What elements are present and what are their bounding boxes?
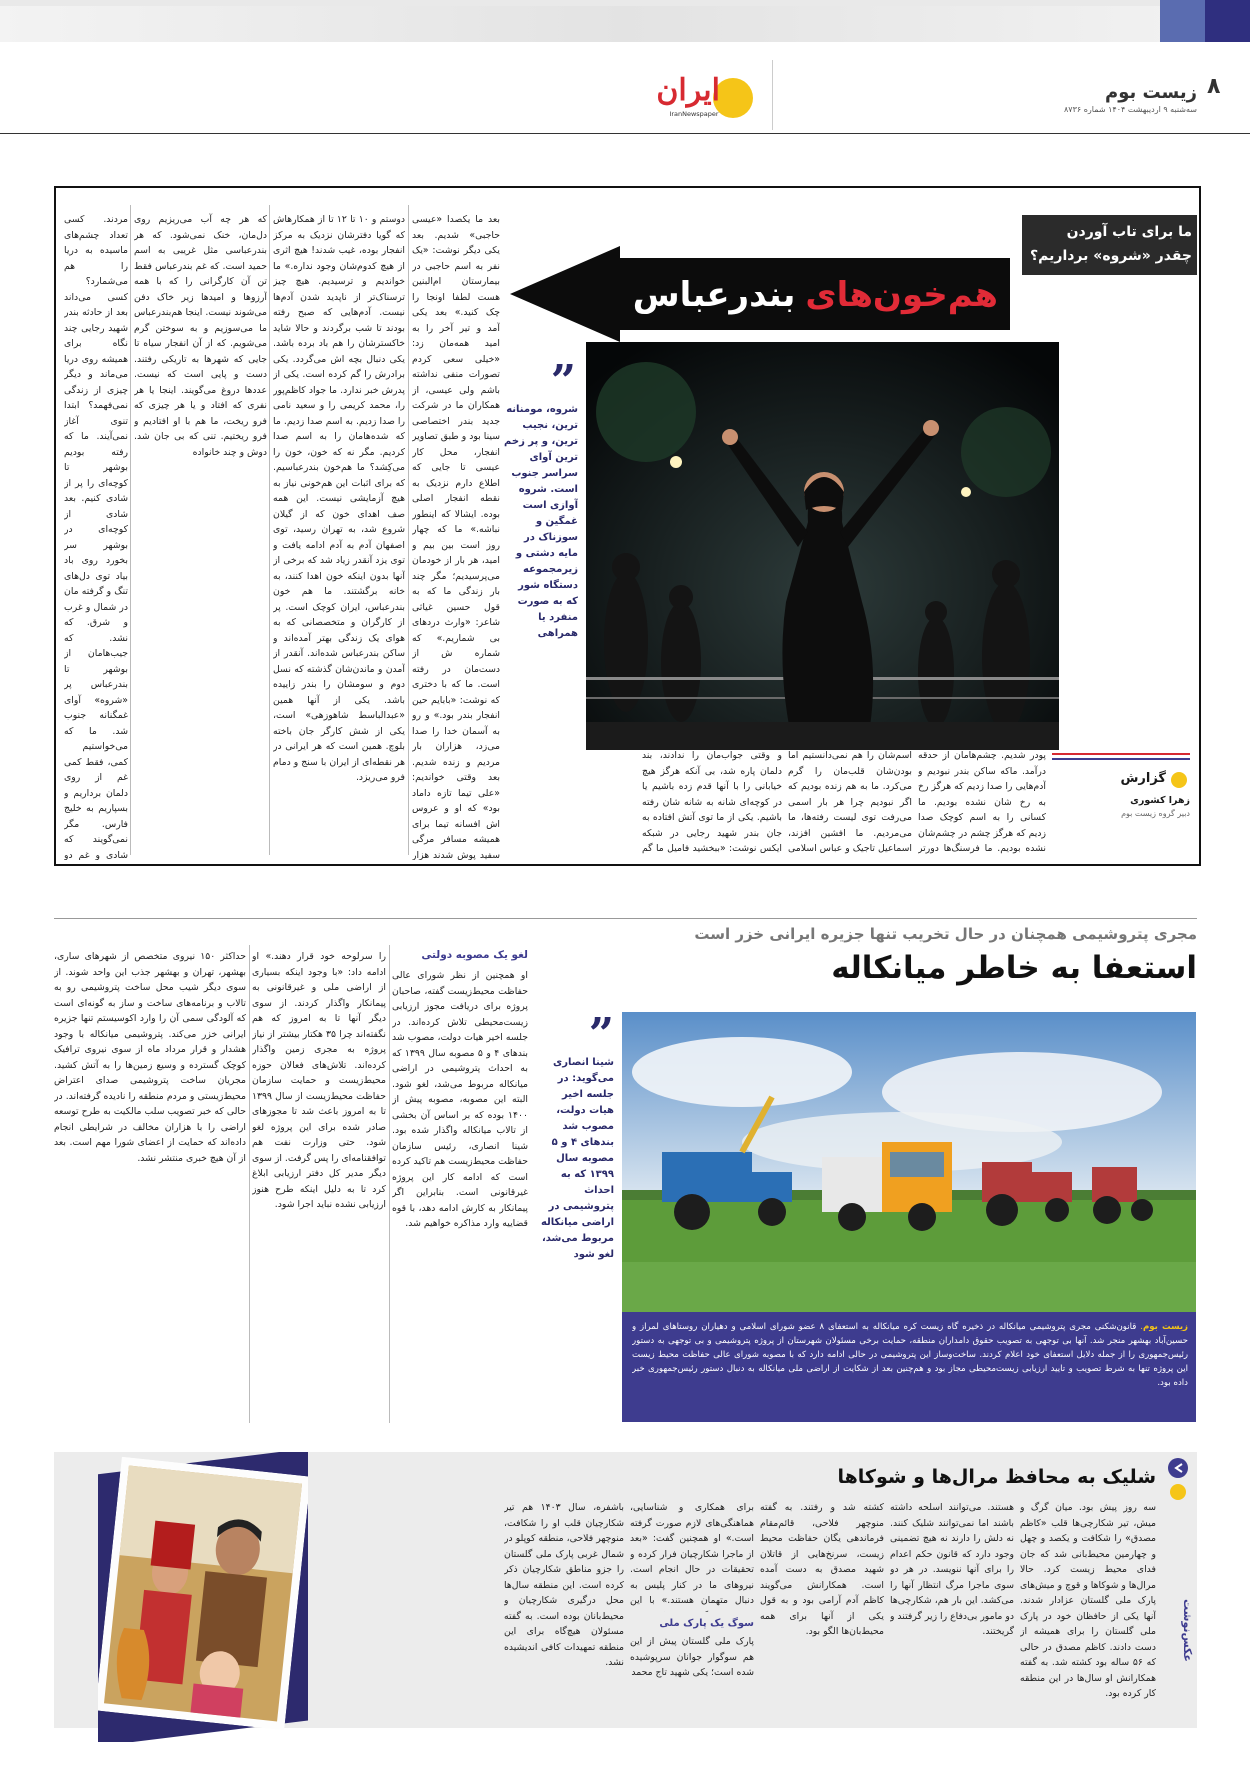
headline-red: هم‌خون‌های: [805, 275, 998, 315]
side-label: عکس‌نوشت: [1181, 1599, 1194, 1662]
feature-col-bottom-1: پودر شدیم. چشم‌هامان از حدقه درآمد. ماکه ساکن بندر نبودیم و آدم‌هایی را صدا زدیم که هرگز رخ به رخ شان نشده بودیم. ما کسانی را به اسم کوچک صدا زدیم که هرگز چشم در چشم‌شان نشده بودیم. ما فرسنگ‌ها دورتر: [918, 750, 1046, 854]
arrow-circle-icon: [1160, 1452, 1197, 1512]
feature-pull-quote: شروه، مومنانه ترین، نجیب ترین، و پر زخم ترین آوای سراسر جنوب است. شروه آوازی است غمگین و سوزناک در مایه دشتی و زیرمجموعه دستگاه شور که به صورت منفرد یا همراهی: [504, 404, 578, 639]
issue-line: سه‌شنبه ۹ اردیبهشت ۱۴۰۴ شماره ۸۷۳۶: [1064, 105, 1197, 114]
article3-subhead: سوگ یک پارک ملی: [659, 1618, 754, 1629]
quote-icon: ”: [550, 356, 576, 407]
author-role: دبیر گروه زیست بوم: [1121, 809, 1190, 818]
report-dot-icon: [1170, 771, 1188, 789]
tractors-photo: [622, 1012, 1196, 1312]
article2-col-1: حداکثر ۱۵۰ نیروی متخصص از شهرهای ساری، بهشهر، تهران و بهشهر جذب این واحد شوند. از سوی دیگر شیب محل ساخت پتروشیمی رو به تالاب و برنامه‌های ساخت و ساز به گونه‌ای است که آلودگی سمی آن را وارد اکوسیستم تنها جزیره ایرانی خزر می‌کند. پتروشیمی میانکاله با وجود هشدار و قرار مرداد ماه از سوی نیروی ترافیک کوچک گسترده و وسیع زمین‌ها را به آتش کشید. مجریان ساخت پتروشیمی صدای اعتراض محیط‌زیستی و مردم منطقه را نادیده گرفته‌اند. در حالی که خبر تصویب سلب مالکیت به طرح توسعه اراضی را با هزاران مخالف در شرایطی انجام داده‌اند که حمایت از اعضای شورا مهم است. بعد از آن هیچ خبری منتشر نشد.: [54, 951, 246, 1164]
article2-pull-quote: شینا انصاری می‌گوید: در جلسه اخیر هیات دولت، مصوب شد بندهای ۴ و ۵ مصوبه سال ۱۳۹۹ که به احداث پتروشیمی در اراضی میانکاله مربوط می‌شد، لغو شود: [540, 1057, 614, 1260]
report-rule-blue: [1052, 758, 1190, 760]
mourner-photo: [586, 342, 1059, 750]
subhead-gov: لغو یک مصوبه دولتی: [421, 949, 528, 961]
article3-col-5: پارک ملی گلستان پیش از این هم سوگوار جوانان سرپوشیده شده است؛ یکی شهید تاج محمد: [630, 1636, 754, 1678]
caption-lead: زیست بوم: [1142, 1322, 1188, 1332]
portrait-photo-area: [98, 1452, 308, 1742]
caption-text: قانون‌شکنی مجری پتروشیمی میانکاله در ذخیره گاه زیست کره میانکاله به استعفای ۸ عضو شورای اسلامی و دهیاران روستاهای لمراز و حسین‌آباد بهشهر منجر شد. آنها بی توجهی به تصویب حقوق دامداران منطقه، حمایت برخی مسئولان شهرستان از پروژه پتروشیمی و بی توجهی به دستور رئیس‌جمهوری را از جمله دلایل استعفای خود اعلام کردند. ساخت‌وساز این پتروشیمی در حالی ادامه دارد که با مصوبه شورای عالی حفاظت محیط زیست این پروژه تنها به شرط تصویب و تایید ارزیابی زیست‌محیطی مجاز بود و هم‌چنین بعد از شکایت از اراضی ملی میانکاله به دنبال دستور رئیس‌جمهوری خبر داده بود.: [632, 1322, 1188, 1388]
feature-col-c: که هر چه آب می‌ریزیم روی دل‌مان، خنک نمی‌شود. که هر بندرعباسی مثل غریبی به اسم حمید است. که غم بندرعباس فقط تن آن کارگرانی را که با همه آرزوها و امیدها زیر خاک دفن می‌شوند نیست. اینجا هم‌بندرعباس ما می‌سوزیم و به سوختن گرم می‌شویم. که از آن انفجار سیاه تا جایی که شهرها به تاریکی رفتند. دست و پایی است که نیست. عددها دروغ می‌گویند. اینجا یا هر نفری که افتاد و یا هر چیزی که فرو ریخت، ما هم با او افتادیم و فرو ریختیم. تنی که بی جان شد. دوش و چند خانواده: [134, 214, 267, 458]
ranger-family-photo: [98, 1457, 308, 1730]
header-divider: [772, 60, 773, 130]
article2-kicker: مجری پتروشیمی همچنان در حال تخریب تنها جزیره ایرانی خزر است: [694, 925, 1197, 943]
article3-col-2: هستند. می‌توانند اسلحه داشته باشند اما نمی‌توانند شلیک کنند. نه دلش را دارند نه هیچ تضمینی وجود دارد که قانون حکم اعدام را برای آنها ننویسد. در هر دو سوی ماجرا مرگ انتظار آنها را می‌کشد. این بار هم، شکارچی‌ها دو مامور بی‌دفاع را زیر گرفتند و گریختند.: [890, 1502, 1014, 1637]
report-rule: [1052, 753, 1190, 755]
article3-col-6: باشفره، سال ۱۴۰۳ هم تیر شکارچیان قلب او را شکافت، منوچهر فلاحی، منطقه کوپلو در شمال غربی پارک ملی گلستان را جزو مناطق شکارچیان ذکر کرده است. این منطقه سال‌ها محل درگیری شکارچیان و محیط‌بانان بوده است. به گفته مسئولان هیچ‌گاه برای این منطقه تمهیدات کافی اندیشیده نشد.: [504, 1502, 624, 1668]
feature-col-b: دوستم و ۱۰ تا ۱۲ تا از همکارهاش که گویا دفترشان نزدیک به مرکز انفجار بوده، غیب شدند! هیچ اثری از هیچ کدوم‌شان وجود نداره.» ما خواندیم و ترسیدیم. هیچ چیز ترسناک‌تر از ناپدید شدن آدم‌ها نیست. آدم‌هایی که صبح رفته بودند تا شب برگردند و حالا شاید خاکسترشان را هم باد برده باشد. یکی دنبال بچه اش می‌گردد. یکی برادرش را گم کرده است. یکی از پدرش خبر ندارد. ما جواد کاظم‌پور را، محمد کریمی را و سعید نامی را صدا زدیم. به اسم صدا زدیم. ما که شده‌هامان را به اسم صدا کردیم. مگر نه که خون، خون را می‌کِشد؟ ما هم‌خون بندرعباسیم. که برای اثبات این هم‌خونی نیاز به هیچ آزمایشی نیست. این همه صف اهدای خون که از گیلان شروع شد، به تهران رسید، توی اصفهان آدم به آدم ادامه یافت و توی یزد آنقدر زیاد شد که برخی از آنها بدون اینکه خون اهدا کنند، به خانه برگشتند. ما هم خون بندرعباس، ایران کوچک است. پر از کارگران و متخصصانی که به هوای یک زندگی بهتر آمده‌اند و ساکن بندرعباس شده‌اند. آنقدر از آمدن و ماندن‌شان گذشته که نسل دوم و سومشان را بندر زاییده باشد. یکی از آنها همین «عبدالباسط شاهوزهی» است، یکی از شش کارگر جان باخته بلوچ. همین است که هر ایرانی در هر نقطه‌ای از ایران با سنج و دمام فرو می‌ریزد.: [273, 214, 405, 783]
article3-headline: شلیک به محافظ مرال‌ها و شوکاها: [837, 1466, 1156, 1488]
article2-col-2: را سرلوحه خود قرار دهند.» او ادامه داد: «با وجود اینکه بسیاری از اراضی ملی و غیرقانونی به پیمانکار واگذار کردند. از سوی دیگر آنها تا به امروز که هم نگفته‌اند چرا ۳۵ هکتار بیشتر از نیاز پروژه به مجری زمین واگذار کرده‌اند. تلاش‌های فعالان حوزه محیط‌زیست و حمایت سازمان حفاظت محیط‌زیست از سال ۱۳۹۹ تا به امروز باعث شد تا مجوزهای صادر شده برای این پروژه لغو شود. حتی وزارت نفت هم توافقنامه‌ای را پس گرفت. از سوی دیگر مدیر کل دفتر ارزیابی ابلاغ کرد تا به دلیل اینکه طرح هنوز ارزیابی نشده نباید اجرا شود.: [252, 951, 386, 1210]
header-rule: [0, 133, 1250, 134]
feature-headline: [618, 260, 998, 330]
headline-white: بندرعباس: [632, 275, 796, 315]
article3-col-3: کشته شد و رفتند. به گفته منوچهر فلاحی، قائم‌مقام فرماندهی یگان حفاظت محیط زیست، سرنخ‌هایی از قاتلان شهید مصدق به دست آمده است. همکارانش می‌گویند کاظم آدم آرامی بود و به قول یکی از آنها برای همه محیط‌بان‌ها الگو بود.: [760, 1502, 884, 1637]
article2-headline: استعفا به خاطر میانکاله: [831, 950, 1197, 986]
feature-col-a: بعد ما یکصدا «عیسی حاجبی» شدیم. بعد یکی دیگر نوشت: «یک نفر به اسم حاجبی در بیمارستان ام‌البنین هست لطفا اونجا را چک کنید.» بعد یکی آمد و تیر آخر را به امید همه‌مان زد: «خیلی سعی کردم تصورات منفی نداشته باشم ولی عیسی، از همکاران ما در شرکت جدید بندر اختصاصی سینا بود و طبق تصاویر انفجار، محل کار عیسی تا جایی که اطلاع دارم نزدیک به نقطه انفجار اصلی بوده. ایشالا که اینطور نباشه.» ما که چهار روز است بین بیم و امید، هر بار از خودمان می‌پرسیدیم؛ مگر چند بار زندگی ما که به قول حسین غیاثی شاعر: «وارث دردهای بی شماریم.» که شماره ش از دست‌مان در رفته است. ما که با دختری که نوشت: «بابایم حین انفجار بندر بود.» و رو به آسمان خدا را صدا می‌زد، هزاران بار مردیم و زنده شدیم. بعد وقتی خواندیم: «علی تیما تازه داماد بود» که او و عروس اش افسانه تیما برای همیشه مسافر مرگی سفید پوش شدند هزار: [412, 214, 500, 860]
feature-col-bottom-2: اسم‌شان را هم نمی‌دانستیم اما بودن‌شان قلب‌مان را گرم می‌کرد. ما به هم زنده بودیم که اگر نبودیم چرا هر بار اسمی می‌رفت توی لیست رفته‌ها، ما می‌مردیم. ما افشین افزند، اسماعیل تاجیک و عباس اسلامی: [788, 750, 912, 854]
author-name: زهرا کشوری: [1130, 795, 1190, 806]
logo-sub: IranNewspaper: [669, 110, 719, 118]
logo-text: ایران: [656, 73, 720, 108]
section-divider: [54, 918, 1197, 919]
report-label: گزارش: [1120, 771, 1166, 786]
article3-col-1: سه روز پیش بود. میان گرگ و میش، تیر شکارچی‌ها قلب «کاظم مصدق» را شکافت و یکصد و چهل و چهارمین محیط‌بانی شد که جان فدای محیط زیست کرد. حالا مرال‌ها و شوکاها و قوچ و میش‌های پارک ملی گلستان عزادار شدند. آنها یکی از حافظان خود در پارک ملی گلستان را برای همیشه از دست دادند. کاظم مصدق در حالی که ۵۶ ساله بود کشته شد. به گفته همکارانش او سال‌ها در این منطقه کار کرده بود.: [1020, 1502, 1156, 1699]
section-title: زیست بوم: [1105, 82, 1197, 103]
feature-col-d: مردند. کسی تعداد چشم‌های ماسیده به دریا را هم می‌شمارد؟ کسی می‌داند بعد از حادثه بندر شهید رجایی چند نگاه برای همیشه روی دریا می‌ماند و دیگر چیزی از زندگی نمی‌فهمد؟ ابتدا تنوی آغاز نمی‌آیند. ما که رفته بودیم بوشهر تا کوچه‌ای را پر از شادی کنیم. بعد شادی از کوچه‌ای در بوشهر سر بخورد روی باد بیاد توی دل‌های تنگ و گرفته مان در شمال و غرب و شرق. که نشد. که جیب‌هامان از بوشهر تا بندرعباس پر «شروه» آوای غمگنانه جنوب شد. ما که می‌خواستیم کمی، فقط کمی غم از روی دلمان برداریم و بسپاریم به خلیج فارس. مگر نمی‌گویند که شادی و غم دو: [64, 214, 128, 860]
feature-col-bottom-3: و وقتی جواب‌مان را ندادند، بند دلمان پاره شد، بی آنکه هرگز هیچ خیابانی را با آنها قدم زده باشیم یا در کوچه‌ای شانه به شانه شان رفته باشیم. یکی از ما توی آتش افتاده به جان بندر شهید رجایی در شبکه ایکس نوشت: «ببخشید فامیل ما گم: [642, 750, 782, 854]
photo-caption: زیست بوم. قانون‌شکنی مجری پتروشیمی میانکاله در ذخیره گاه زیست کره میانکاله به استعفای ۸ عضو شورای اسلامی و دهیاران روستاهای لمراز و حسین‌آباد بهشهر منجر شد. آنها بی توجهی به تصویب حقوق دامداران منطقه، حمایت برخی مسئولان شهرستان از پروژه پتروشیمی و بی توجهی به دستور رئیس‌جمهوری را از جمله دلایل استعفای خود اعلام کردند. ساخت‌وساز این پتروشیمی در حالی ادامه دارد که با مصوبه شورای عالی حفاظت محیط زیست این پروژه تنها به شرط تصویب و تایید ارزیابی زیست‌محیطی مجاز بود و هم‌چنین بعد از شکایت از اراضی ملی میانکاله به دنبال دستور رئیس‌جمهوری خبر داده بود.: [632, 1322, 1188, 1388]
top-color-bar: [0, 0, 1250, 42]
article2-col-3: او همچنین از نظر شورای عالی حفاظت محیط‌زیست گفته، صاحبان پروژه برای دریافت مجوز ارزیابی زیست‌محیطی تلاش کرده‌اند. در جلسه اخیر هیات دولت، مصوب شد بندهای ۴ و ۵ مصوبه سال ۱۳۹۹ که به احداث پتروشیمی در اراضی میانکاله مربوط می‌شد، لغو شود. البته این مصوبه، مصوبه پیش از ۱۴۰۰ بوده که بر اساس آن بخشی از تالاب میانکاله واگذار شده بود. شینا انصاری، رئیس سازمان حفاظت محیط‌زیست هم تاکید کرده است که ادامه کار این پروژه غیرقانونی است. بنابراین اگر پیمانکار به کارش ادامه دهد، با قوه قضاییه وارد مذاکره خواهیم شد.: [392, 970, 528, 1229]
article3-col-4: برای همکاری و شناسایی، هماهنگی‌های لازم صورت گرفته است.» او همچنین گفت: «بعد از ماجرا شکارچیان فرار کرده و تحقیقات در حال انجام است. نیروهای ما در کنار پلیس به دنبال متهمان هستند.» با این: [630, 1502, 754, 1606]
quote-icon-2: ”: [588, 1009, 614, 1060]
page-number: ۸: [1207, 74, 1221, 99]
feature-kicker: ما برای تاب آوردن چقدر «شروه» برداریم؟: [1030, 224, 1192, 264]
